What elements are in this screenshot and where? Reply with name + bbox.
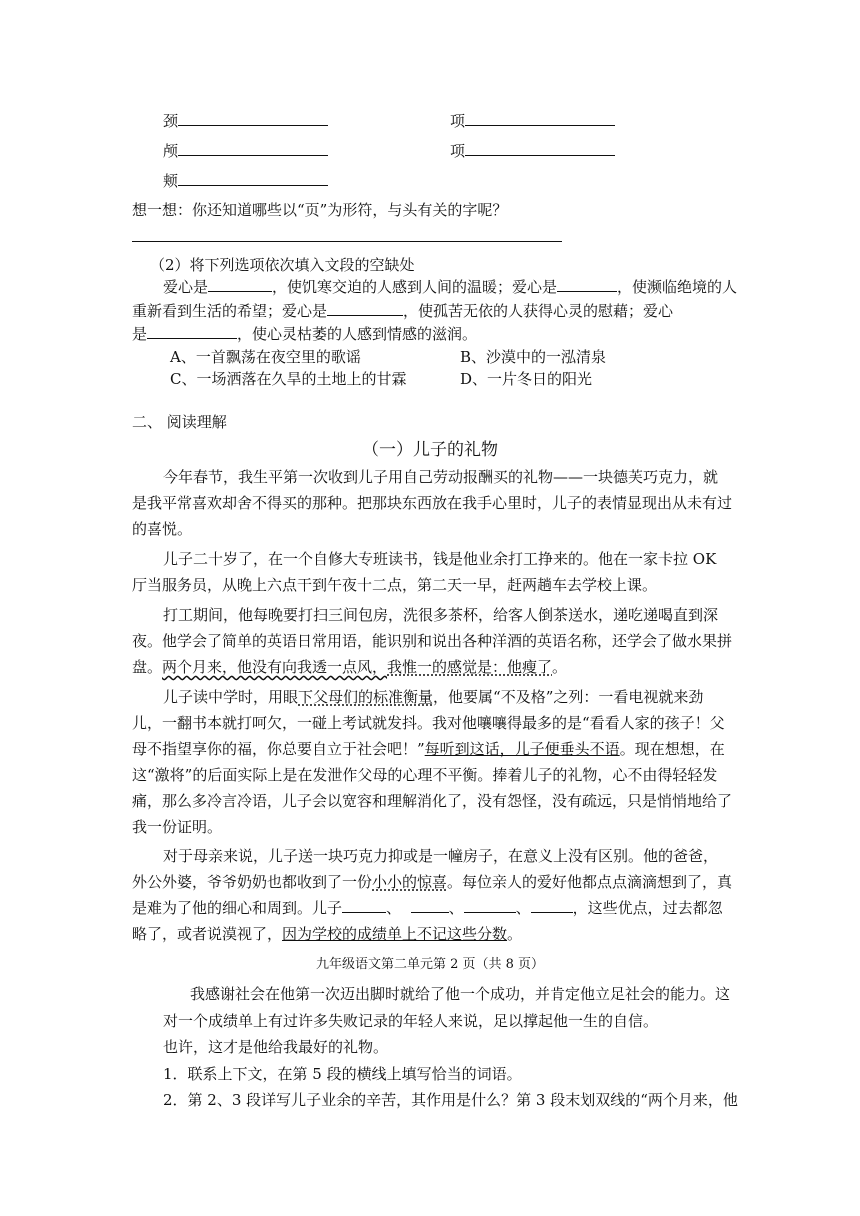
p6-line-2: 对一个成绩单上有过许多失败记录的年轻人来说，足以撑起他一生的自信。 [163,1012,659,1030]
p2-line-2: 厅当服务员，从晚上六点干到午夜十二点，第二天一早，赶两趟车去学校上课。 [132,576,658,594]
answer-blank[interactable] [178,111,328,126]
answer-blank[interactable] [178,141,328,156]
p6-line-1: 我感谢社会在他第一次迈出脚时就给了他一个成功，并肯定他立足社会的能力。这 [190,985,731,1003]
p1-line-3: 的喜悦。 [132,520,193,538]
section-heading: 二、 阅读理解 [132,413,227,431]
underlined-sentence: 每听到这话，儿子便垂头不语 [424,740,620,758]
p5-line-1: 对于母亲来说，儿子送一块巧克力抑或是一幢房子，在意义上没有区别。他的爸爸， [163,847,719,865]
fill-row-1-right: 项 [450,110,615,131]
p4-line-5: 痛，那么多冷言冷语，儿子会以宽容和理解消化了，没有怨怪，没有疏远，只是悄悄地给了 [132,792,733,810]
option-c: C、一场洒落在久旱的土地上的甘霖 [170,370,407,388]
think-prompt: 想一想：你还知道哪些以“页”为形符，与头有关的字呢？ [132,201,508,219]
answer-blank[interactable] [327,301,403,316]
q2-label: （2）将下列选项依次填入文段的空缺处 [150,256,415,274]
option-d: D、一片冬日的阳光 [460,370,593,388]
p4-line-4: 这“激将”的后面实际上是在发泄作父母的心理不平衡。捧着儿子的礼物，心不由得轻轻发 [132,766,718,784]
dotted-phrase: 下父母们的标准衡量 [298,688,434,706]
q2-line-1: 爱心是 ，使饥寒交迫的人感到人间的温暖；爱心是 ，使濒临绝境的人 [163,278,738,296]
underlined-sentence: 因为学校的成绩单上不记这些分数 [282,925,508,943]
option-b: B、沙漠中的一泓清泉 [460,348,607,366]
question-1: 1．联系上下文，在第 5 段的横线上填写恰当的词语。 [163,1065,522,1083]
answer-blank[interactable] [178,171,328,186]
option-a: A、一首飘荡在夜空里的歌谣 [170,348,361,366]
p3-line-2: 夜。他学会了简单的英语日常用语，能识别和说出各种洋酒的英语名称，还学会了做水果拼 [132,632,733,650]
answer-blank[interactable] [465,111,615,126]
p7-line: 也许，这才是他给我最好的礼物。 [163,1038,389,1056]
question-2: 2．第 2、3 段详写儿子业余的辛苦，其作用是什么？第 3 段末划双线的“两个月来，他 [163,1091,738,1109]
answer-blank[interactable] [342,898,386,913]
fill-row-3-left: 颊 [163,170,328,191]
p5-line-4: 略了，或者说漠视了，因为学校的成绩单上不记这些分数。 [132,925,523,943]
q2-line-3: 是 ，使心灵枯萎的人感到情感的滋润。 [132,325,478,343]
answer-blank[interactable] [557,277,617,292]
p4-line-3: 母不指望享你的福，你总要自立于社会吧！”每听到这话，儿子便垂头不语。现在想想，在 [132,740,725,758]
double-underlined-sentence: 两个月来，他没有向我透一点风， [162,658,388,676]
dotted-phrase: 小小的惊喜 [372,873,448,891]
answer-blank[interactable] [464,898,516,913]
p1-line-2: 是我平常喜欢却舍不得买的那种。把那块东西放在我手心里时，儿子的表情显现出从未有过 [132,494,733,512]
q2-line-2: 重新看到生活的希望；爱心是 ，使孤苦无依的人获得心灵的慰藉；爱心 [132,302,674,320]
page-footer: 九年级语文第二单元第 2 页（共 8 页） [315,957,545,972]
answer-blank[interactable] [531,898,573,913]
answer-blank[interactable] [147,324,237,339]
p4-line-1: 儿子读中学时，用眼下父母们的标准衡量，他要属“不及格”之列：一看电视就来劲 [163,688,704,706]
p5-line-3: 是难为了他的细心和周到。儿子 、 、 、 ，这些优点，过去都忽 [132,899,723,917]
p2-line-1: 儿子二十岁了，在一个自修大专班读书，钱是他业余打工挣来的。他在一家卡拉 OK [163,550,717,568]
p4-line-6: 我一份证明。 [132,818,223,836]
answer-blank[interactable] [208,277,272,292]
dotted-sentence: 我惟一的感觉是：他瘦了 [387,658,553,676]
p1-line-1: 今年春节，我生平第一次收到儿子用自己劳动报酬买的礼物——一块德芙巧克力，就 [163,468,719,486]
answer-line[interactable] [132,241,562,242]
fill-row-2-right: 项 [450,140,615,161]
p3-line-1: 打工期间，他每晚要打扫三间包房，洗很多茶杯，给客人倒茶送水，递吃递喝直到深 [163,606,719,624]
answer-blank[interactable] [465,141,615,156]
passage-title: （一）儿子的礼物 [362,440,498,460]
p3-line-3: 盘。两个月来，他没有向我透一点风，我惟一的感觉是：他瘦了。 [132,658,568,676]
answer-blank[interactable] [411,898,449,913]
fill-row-2-left: 颅 [163,140,328,161]
fill-row-1-left: 颈 [163,110,328,131]
p5-line-2: 外公外婆，爷爷奶奶也都收到了一份小小的惊喜。每位亲人的爱好他都点点滴滴想到了，真 [132,873,733,891]
p4-line-2: 儿，一翻书本就打呵欠，一碰上考试就发抖。我对他嚷嚷得最多的是“看看人家的孩子！父 [132,714,725,732]
